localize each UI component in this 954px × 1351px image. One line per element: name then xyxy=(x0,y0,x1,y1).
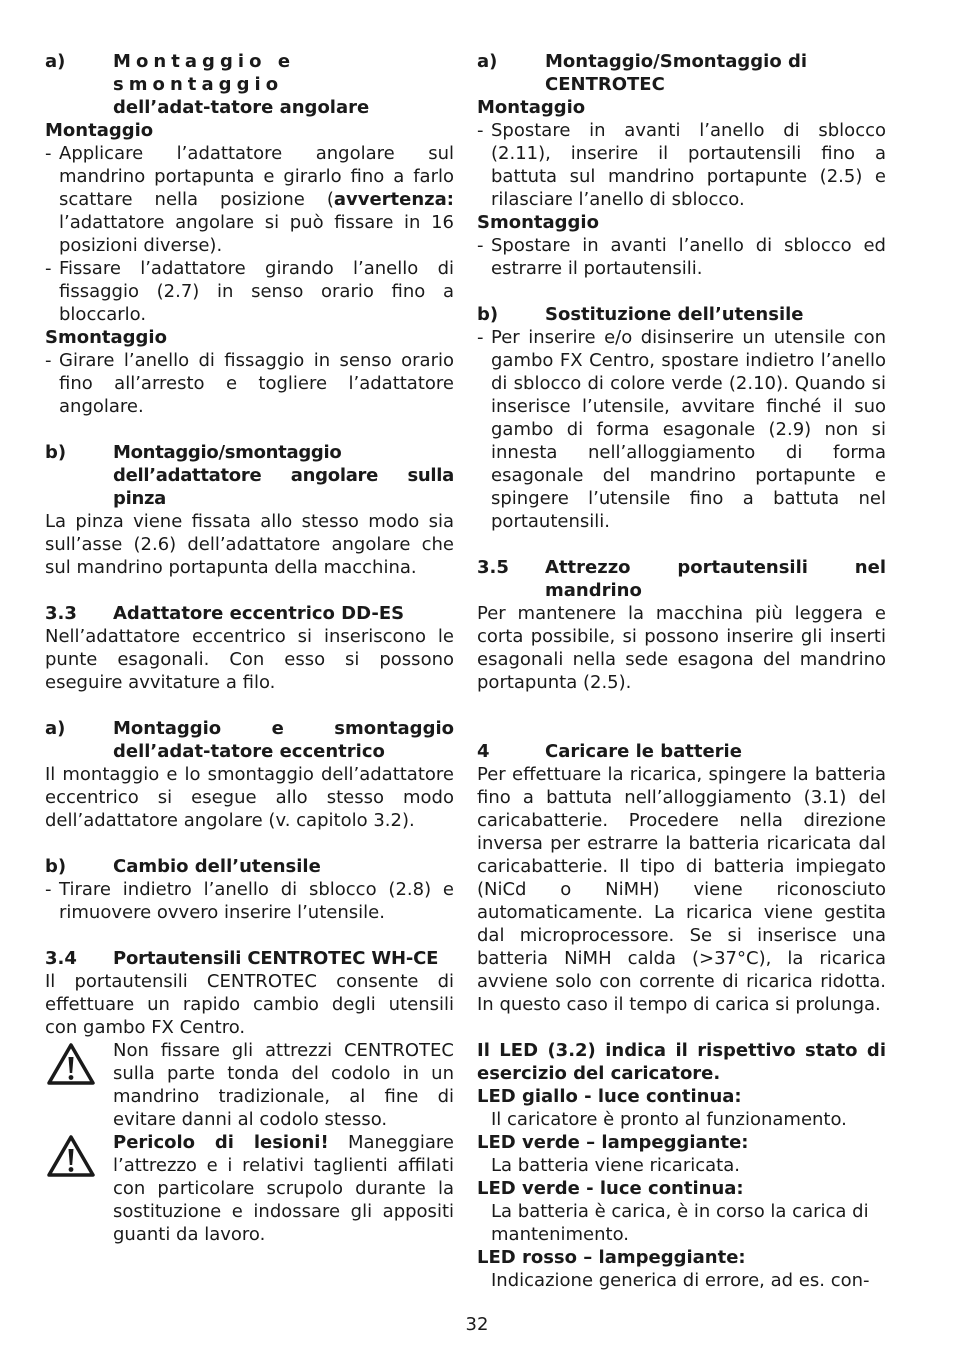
paragraph: Nell’adattatore eccentrico si inseriscono le punte esagonali. Con esso si possono eseguire avvitature a filo. xyxy=(45,626,454,693)
section-title: Caricare le batterie xyxy=(545,741,742,762)
section-title: Cambio dell’utensile xyxy=(113,856,321,877)
section-title: Montaggio e smontaggio dell’adat-tatore eccentrico xyxy=(113,718,454,762)
list-item: - Tirare indietro l’anello di sblocco (2.8) e rimuovere ovvero inserire l’utensile. xyxy=(45,879,454,923)
paragraph: Per effettuare la ricarica, spingere la batteria fino a battuta nell’alloggiamento (3.1) del caricabatterie. Procedere nella direzione inversa per estrarre la batteria ricaricata dal caricabatterie. Il tipo di batteria impiegato (NiCd o NiMH) viene riconosciuto automaticamente. La ricarica viene gestita dal microprocessore. Se si inserisce una batteria NiMH calda (>37°C), la ricarica avviene solo con corrente di ricarica ridotta. In questo caso il tempo di carica si prolunga. xyxy=(477,764,886,1015)
section-heading xyxy=(45,50,454,119)
section-title: Adattatore eccentrico DD-ES xyxy=(113,603,405,624)
led-status-label: LED giallo - luce continua: xyxy=(477,1086,742,1107)
list-item: - Fissare l’adattatore girando l’anello di fissaggio (2.7) in senso orario fino a bloccarlo. xyxy=(45,258,454,325)
paragraph: Il montaggio e lo smontaggio dell’adattatore eccentrico si esegue allo stesso modo dell’adattatore angolare (v. capitolo 3.2). xyxy=(45,764,454,831)
section-heading xyxy=(45,947,454,970)
section-number: 3.4 xyxy=(45,948,77,969)
warning-text: Pericolo di lesioni! Maneggiare l’attrezzo e i relativi taglienti affilati con particolare scrupolo durante la sostituzione e indossare gli appositi guanti da lavoro. xyxy=(113,1132,454,1245)
list-item: - Applicare l’adattatore angolare sul mandrino portapunta e girarlo fino a farlo scattare nella posizione (avvertenza: l’adattatore angolare si può fissare in 16 posizioni diverse). xyxy=(45,143,454,256)
section-number: b) xyxy=(477,304,499,325)
led-status-label: LED verde - luce continua: xyxy=(477,1178,744,1199)
section-number: b) xyxy=(45,442,67,463)
section-number: a) xyxy=(45,718,66,739)
page-number: 32 xyxy=(465,1314,489,1335)
section-heading xyxy=(45,717,454,763)
section-title: Sostituzione dell’utensile xyxy=(545,304,804,325)
list-item: - Spostare in avanti l’anello di sblocco ed estrarre il portautensili. xyxy=(477,235,886,279)
paragraph: Il portautensili CENTROTEC consente di effettuare un rapido cambio degli utensili con gambo FX Centro. xyxy=(45,971,454,1038)
section-heading xyxy=(45,602,454,625)
section-heading xyxy=(477,50,886,96)
list-item: - Girare l’anello di fissaggio in senso orario fino all’arresto e togliere l’adattatore angolare. xyxy=(45,350,454,417)
led-status-label: LED rosso – lampeggiante: xyxy=(477,1247,746,1268)
led-intro: Il LED (3.2) indica il rispettivo stato di esercizio del caricatore. xyxy=(477,1040,886,1084)
section-title: Montaggio e smontaggio xyxy=(113,51,296,95)
led-status-text: Indicazione generica di errore, ad es. con- xyxy=(491,1270,870,1291)
warning-triangle-icon xyxy=(45,1131,113,1246)
right-column xyxy=(477,50,886,1292)
section-number: 3.3 xyxy=(45,603,77,624)
section-title-continued: dell’adat-tatore angolare xyxy=(113,97,370,118)
subheading-montaggio: Montaggio xyxy=(477,97,586,118)
section-title: Montaggio/smontaggio dell’adattatore angolare sulla pinza xyxy=(113,442,454,509)
section-number: 4 xyxy=(477,741,490,762)
led-status-label: LED verde – lampeggiante: xyxy=(477,1132,749,1153)
warning-block xyxy=(45,1131,454,1246)
section-number: b) xyxy=(45,856,67,877)
section-heading xyxy=(477,556,886,602)
paragraph: Per mantenere la macchina più leggera e corta possibile, si possono inserire gli inserti esagonali nella sede esagona del mandrino portapunta (2.5). xyxy=(477,603,886,693)
led-status-text: La batteria viene ricaricata. xyxy=(491,1155,740,1176)
subheading-smontaggio: Smontaggio xyxy=(45,327,167,348)
section-heading xyxy=(45,441,454,510)
section-heading xyxy=(45,855,454,878)
section-title: Portautensili CENTROTEC WH-CE xyxy=(113,948,439,969)
led-status-text: La batteria è carica, è in corso la carica di mantenimento. xyxy=(491,1201,869,1245)
warning-block xyxy=(45,1039,454,1131)
section-number: a) xyxy=(45,51,66,72)
section-number: a) xyxy=(477,51,498,72)
section-title: Montaggio/Smontaggio di CENTROTEC xyxy=(545,51,808,95)
warning-text: Non fissare gli attrezzi CENTROTEC sulla parte tonda del codolo in un mandrino tradizionale, al fine di evitare danni al codolo stesso. xyxy=(113,1040,454,1130)
section-number: 3.5 xyxy=(477,557,509,578)
section-heading xyxy=(477,740,886,763)
subheading-smontaggio: Smontaggio xyxy=(477,212,599,233)
led-status-text: Il caricatore è pronto al funzionamento. xyxy=(491,1109,847,1130)
warning-triangle-icon xyxy=(45,1039,113,1131)
left-column xyxy=(45,50,454,1246)
list-item: - Per inserire e/o disinserire un utensile con gambo FX Centro, spostare indietro l’anello di sblocco di colore verde (2.10). Quando si inserisce l’utensile, avvitare finché il suo gambo di forma esagonale (2.9) non si innesta nell’alloggiamento di forma esagonale del mandrino portapunte e spingere l’utensile fino a battuta nel portautensili. xyxy=(477,327,886,532)
paragraph: La pinza viene fissata allo stesso modo sia sull’asse (2.6) dell’adattatore angolare che sul mandrino portapunta della macchina. xyxy=(45,511,454,578)
section-title: Attrezzo portautensili nel mandrino xyxy=(545,557,886,601)
section-heading xyxy=(477,303,886,326)
subheading-montaggio: Montaggio xyxy=(45,120,154,141)
list-item: - Spostare in avanti l’anello di sblocco (2.11), inserire il portautensili fino a battuta sul mandrino portapunte (2.5) e rilasciare l’anello di sblocco. xyxy=(477,120,886,210)
